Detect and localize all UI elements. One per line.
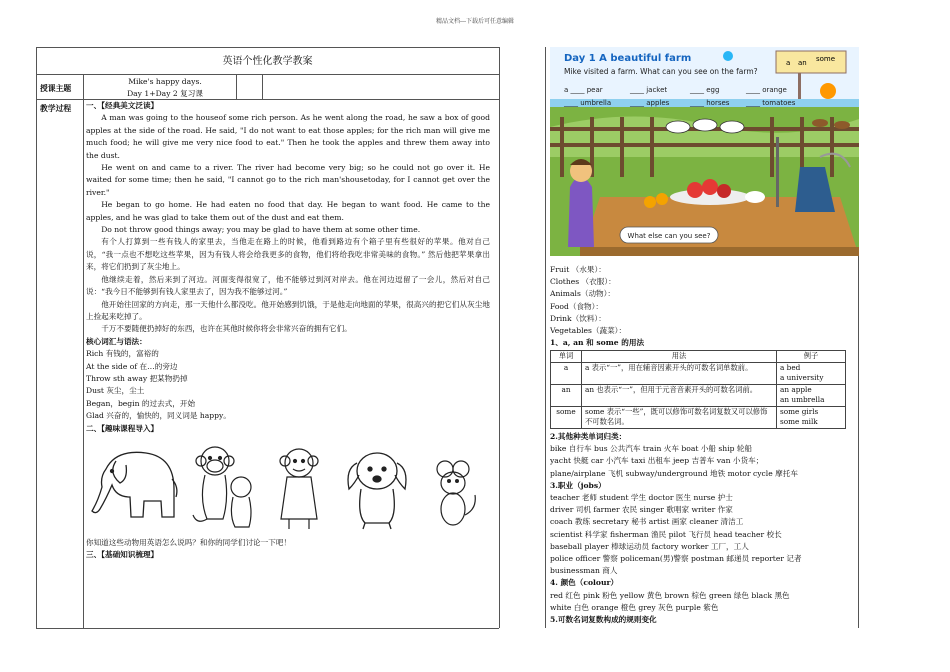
vocab-item: Began，begin 的过去式，开始 xyxy=(86,398,196,408)
blank-3: ____ egg xyxy=(690,86,720,94)
blank-7: ____ horses xyxy=(690,99,730,107)
right-page-left-border xyxy=(545,47,546,628)
jobs-line: driver 司机 farmer 农民 singer 歌唱家 writer 作家 xyxy=(550,505,733,515)
chinese-paragraph-4: 千万不要随便扔掉好的东西，也许在其他时候你将会非常兴奋的拥有它们。 xyxy=(101,324,352,334)
transport-line: bike 自行车 bus 公共汽车 train 火车 boat 小船 ship 轮船 xyxy=(550,444,753,454)
vocab-item: Rich 有钱的，富裕的 xyxy=(86,349,159,359)
jobs-line: police officer 警察 policeman(男)警察 postman 邮递员 reporter 记者 xyxy=(550,553,802,563)
plural-rules-heading: 5.可数名词复数构成的规则变化 xyxy=(550,614,657,624)
section-heading-intro: 二、【趣味课程导入】 xyxy=(86,423,159,433)
transport-line: plane/airplane 飞机 subway/underground 地铁 motor cycle 摩托车 xyxy=(550,468,798,478)
svg-text:a: a xyxy=(786,59,791,67)
mouse-drawing xyxy=(425,439,480,531)
process-label: 教学过程 xyxy=(40,104,72,113)
blank-6: ____ apples xyxy=(630,99,670,107)
table-row: an an 也表示“一”，但用于元音音素开头的可数名词前。 an apple an umbrella xyxy=(551,384,846,406)
blank-1: a ____ pear xyxy=(564,86,603,94)
section-heading-knowledge: 三、【基础知识梳理】 xyxy=(86,550,159,560)
english-paragraph-3: He began to go home. He had eaten no food that day. He began to want food. He came to the apples, and he was glad to take them out of the dust and eat them. xyxy=(86,200,490,222)
vocab-item: Throw sth away 把某物扔掉 xyxy=(86,373,188,383)
articles-table xyxy=(550,350,846,429)
animal-question: 你知道这些动物用英语怎么说吗？和你的同学们讨论一下吧！ xyxy=(86,537,292,547)
english-paragraph-1: A man was going to the houseof some rich person. As he went along the road, he saw a box of good apples at the side of the road. He said, "I do not want to eat those apples; for the rich man will give me much food; he will give me very nice food to eat." Then he took the apples and threw them away into the dust. xyxy=(86,113,490,160)
farm-instruction: Mike visited a farm. What can you see on the farm? xyxy=(564,67,758,76)
topic-line-2: Day 1+Day 2 复习课 xyxy=(127,89,203,98)
category-fruit: Fruit （水果）： xyxy=(550,265,606,274)
col-usage: 用法 xyxy=(582,351,777,363)
colours-line: red 红色 pink 粉色 yellow 黄色 brown 棕色 green 绿色 black 黑色 xyxy=(550,590,790,600)
topic-label: 授课主题 xyxy=(40,84,72,93)
animal-illustrations xyxy=(86,439,490,531)
vocab-item: Glad 兴奋的，愉快的，同义词是 happy。 xyxy=(86,411,231,421)
vocab-heading: 核心词汇与语法： xyxy=(86,336,147,346)
page-header: 精品文档---下载后可任意编辑 xyxy=(435,18,515,25)
blank-5: ____ umbrella xyxy=(564,99,612,107)
right-content xyxy=(550,264,850,626)
chinese-paragraph-2: 他继续走着，然后来到了河边。河面变得很宽了，他不能够过到河对岸去。他在河边逗留了一会儿，然后对自己说：“我今日不能够到有钱人家里去了，因为我不能够过河。” xyxy=(86,274,490,297)
svg-text:an: an xyxy=(798,59,807,67)
table-row: some some 表示“一些”，既可以修饰可数名词复数又可以修饰不可数名词。 some girls some milk xyxy=(551,406,846,428)
category-food: Food（食物）： xyxy=(550,301,604,311)
jobs-line: scientist 科学家 fisherman 渔民 pilot 飞行员 head teacher 校长 xyxy=(550,529,782,539)
blank-4: ____ orange xyxy=(746,86,787,94)
girl-monkey-drawing xyxy=(269,439,329,531)
monkeys-drawing xyxy=(189,439,261,531)
vocab-item: Dust 灰尘，尘土 xyxy=(86,386,145,396)
category-drink: Drink（饮料）： xyxy=(550,313,606,323)
elephant-drawing xyxy=(86,439,181,531)
english-paragraph-4: Do not throw good things away; you may be glad to have them at some other time. xyxy=(101,225,421,235)
jobs-line: teacher 老师 student 学生 doctor 医生 nurse 护士 xyxy=(550,492,733,502)
section-heading-reading: 一、【经典美文泛读】 xyxy=(86,101,159,110)
lesson-day-title: Day 1 A beautiful farm xyxy=(564,53,692,64)
jobs-line: businessman 商人 xyxy=(550,566,618,576)
col-word: 单词 xyxy=(551,351,582,363)
chinese-paragraph-3: 他开始往回家的方向走，那一天他什么都没吃。他开始感到饥饿，于是他走向地面的苹果，很高兴的把它们从灰尘地上捡起来吃掉了。 xyxy=(86,299,490,321)
svg-text:some: some xyxy=(816,55,836,63)
transport-line: yacht 快艇 car 小汽车 taxi 出租车 jeep 吉普车 van 小货车； xyxy=(550,456,764,466)
table-row: a a 表示“一”，用在辅音因素开头的可数名词单数前。 a bed a university xyxy=(551,362,846,384)
jobs-heading: 3.职业（jobs） xyxy=(550,480,606,490)
plan-title: 英语个性化教学教案 xyxy=(222,56,313,67)
speech-bubble: What else can you see? xyxy=(627,232,711,240)
articles-heading: 1、a, an 和 some 的用法 xyxy=(550,338,645,348)
colours-line: white 白色 orange 橙色 grey 灰色 purple 紫色 xyxy=(550,602,719,612)
category-animals: Animals（动物）： xyxy=(550,289,616,299)
table-header-row xyxy=(551,351,846,363)
chinese-paragraph-1: 有个人打算到一些有钱人的家里去，当他走在路上的时候，他看到路边有个箱子里有些很好的苹果。他对自己说，“我一点也不想吃这些苹果，因为有钱人将会给我更多的食物，他们将给我吃非常美味的食物。” 然后他把苹果拿出来，将它们扔到了灰尘地上。 xyxy=(86,237,490,272)
lesson-topic xyxy=(100,76,230,100)
category-vegetables: Vegetables（蔬菜）： xyxy=(550,326,627,336)
dog-drawing xyxy=(337,439,417,531)
topic-line-1: Mike's happy days. xyxy=(128,77,202,86)
col-example: 例子 xyxy=(777,351,846,363)
jobs-line: baseball player 棒球运动员 factory worker 工厂，工人 xyxy=(550,541,749,551)
blank-8: ____ tomatoes xyxy=(746,99,796,107)
vocab-item: At the side of 在…的旁边 xyxy=(86,361,178,371)
blank-2: ____ jacket xyxy=(630,86,668,94)
lesson-body xyxy=(86,100,490,562)
english-paragraph-2: He went on and came to a river. The river had become very big; so he could not go over it. He waited for some time; then he said, "I cannot go to the rich man'shousetoday, for I cannot get over the river." xyxy=(86,163,490,197)
jobs-line: coach 教练 secretary 秘书 artist 画家 cleaner 清洁工 xyxy=(550,517,744,527)
category-clothes: Clothes （衣服）： xyxy=(550,277,616,287)
farm-scene xyxy=(550,47,859,256)
colours-heading: 4. 颜色（colour） xyxy=(550,578,619,588)
word-groups-heading: 2.其他种类单词归类： xyxy=(550,431,627,441)
farm-illustration xyxy=(550,47,859,256)
